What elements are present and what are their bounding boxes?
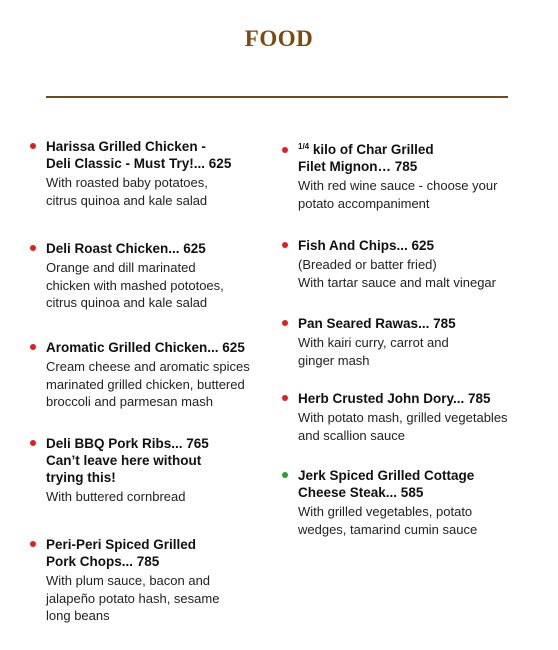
bullet-icon [30,440,36,446]
menu-item-description: With kairi curry, carrot and ginger mash [298,335,449,368]
menu-item [278,315,558,369]
page-title: FOOD [244,26,314,51]
menu-item [278,138,558,212]
menu-item-name: Aromatic Grilled Chicken... 625 [46,340,245,355]
menu-item-description: With grilled vegetables, potato wedges, tamarind cumin sauce [298,504,478,537]
menu-item-name: Harissa Grilled Chicken - Deli Classic - Must Try!... 625 [46,139,232,171]
bullet-icon [282,147,288,153]
menu-item-description: With red wine sauce - choose your potato accompaniment [298,178,498,211]
menu-item-description: With roasted baby potatoes, citrus quinoa and kale salad [46,175,208,208]
title-divider [46,96,508,98]
menu-item [278,237,558,291]
bullet-icon [30,344,36,350]
menu-item-description: Cream cheese and aromatic spices marinated grilled chicken, buttered broccoli and parmesan mash [46,359,250,409]
menu-item-name: Jerk Spiced Grilled Cottage Cheese Steak... 585 [298,468,475,500]
menu-item-name: Deli Roast Chicken... 625 [46,241,206,256]
menu-item [278,467,558,538]
menu-item [26,536,219,625]
bullet-icon [282,395,288,401]
bullet-icon [282,320,288,326]
menu-item-description: With plum sauce, bacon and jalapeño potato hash, sesame long beans [46,573,220,623]
menu-item-name: Peri-Peri Spiced Grilled Pork Chops... 785 [46,537,197,569]
bullet-icon [30,245,36,251]
menu-item-description: With potato mash, grilled vegetables and scallion sauce [298,410,508,443]
menu-item-name: Deli BBQ Pork Ribs... 765 Can’t leave here without trying this! [46,436,209,485]
menu-item-description: With buttered cornbread [46,489,186,504]
menu-item [26,435,209,506]
menu-item [26,138,231,209]
menu-item [26,240,224,312]
menu-item-name-text: kilo of Char Grilled Filet Mignon… 785 [298,142,434,174]
menu-item-name: Pan Seared Rawas... 785 [298,316,456,331]
bullet-icon [282,242,288,248]
bullet-icon [30,143,36,149]
menu-item-name: Herb Crusted John Dory... 785 [298,391,491,406]
fraction-label: 1/4 [298,142,310,151]
menu-item-description: (Breaded or batter fried) With tartar sauce and malt vinegar [298,257,496,290]
menu-item [26,339,250,411]
bullet-icon [30,541,36,547]
menu-item [278,390,558,444]
menu-item-description: Orange and dill marinated chicken with mashed pototoes, citrus quinoa and kale salad [46,260,224,310]
menu-item-name [298,138,558,175]
menu-item-name: Fish And Chips... 625 [298,238,435,253]
bullet-icon [282,472,288,478]
